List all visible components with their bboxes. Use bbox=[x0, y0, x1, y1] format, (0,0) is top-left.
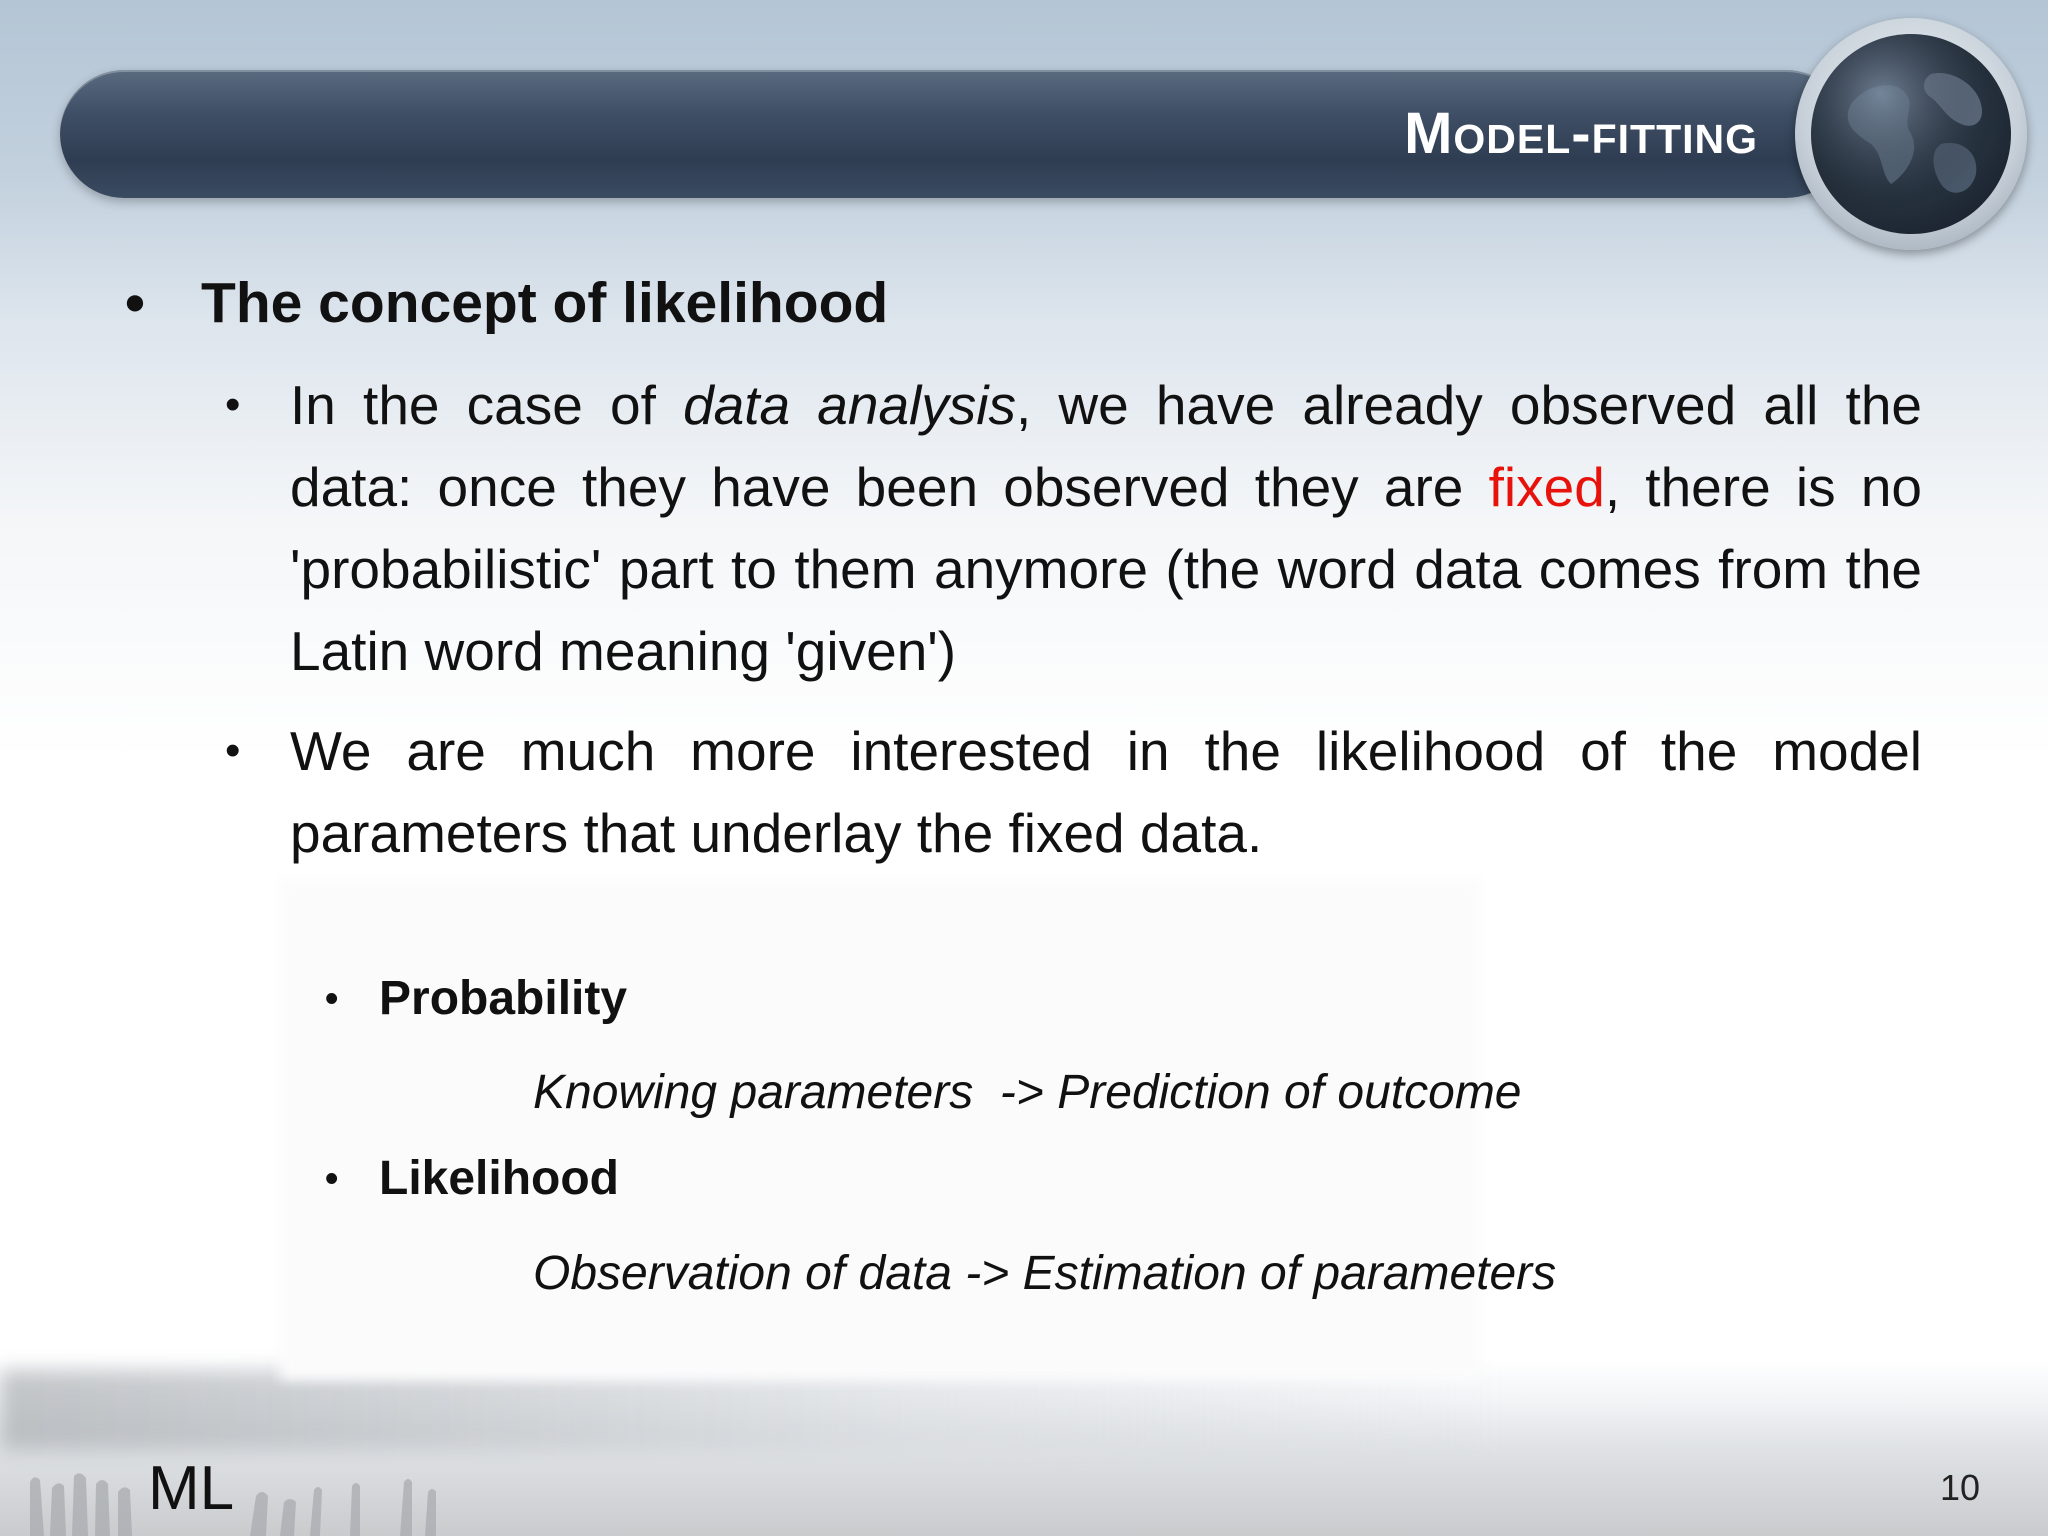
text-segment: , we have already observed all the data: once they have been observed they are bbox=[290, 374, 1922, 518]
likelihood-label: Likelihood bbox=[379, 1152, 619, 1205]
highlight-term: fixed bbox=[1488, 456, 1605, 518]
bullet-text: We are much more interested in the likelihood of the model parameters that underlay the fixed data. bbox=[290, 720, 1922, 864]
bullet-icon: • bbox=[325, 1158, 339, 1200]
heading-text: The concept of likelihood bbox=[201, 271, 889, 335]
bullet-text bbox=[290, 364, 1922, 692]
text-segment: , there is no 'probabilistic' part to them anymore (the word data comes from the Latin word meaning 'given') bbox=[290, 456, 1923, 682]
bullet-icon: • bbox=[325, 978, 339, 1020]
text-segment: In the case of bbox=[290, 374, 684, 436]
likelihood-description: Observation of data -> Estimation of parameters bbox=[533, 1247, 1557, 1300]
bullet-icon: • bbox=[225, 726, 241, 775]
bullet-icon: • bbox=[125, 271, 145, 335]
bullet-item-data-analysis bbox=[225, 364, 1922, 694]
bullet-item-interest bbox=[225, 710, 1922, 880]
probability-label: Probability bbox=[379, 972, 628, 1025]
page-number: 10 bbox=[1940, 1467, 1981, 1508]
bullet-icon: • bbox=[225, 380, 241, 429]
probability-description: Knowing parameters -> Prediction of outcome bbox=[533, 1066, 1522, 1119]
slide-title: Model-fitting bbox=[1404, 101, 1758, 166]
footer-label: ML bbox=[148, 1454, 235, 1523]
italic-term: data analysis bbox=[683, 374, 1016, 436]
